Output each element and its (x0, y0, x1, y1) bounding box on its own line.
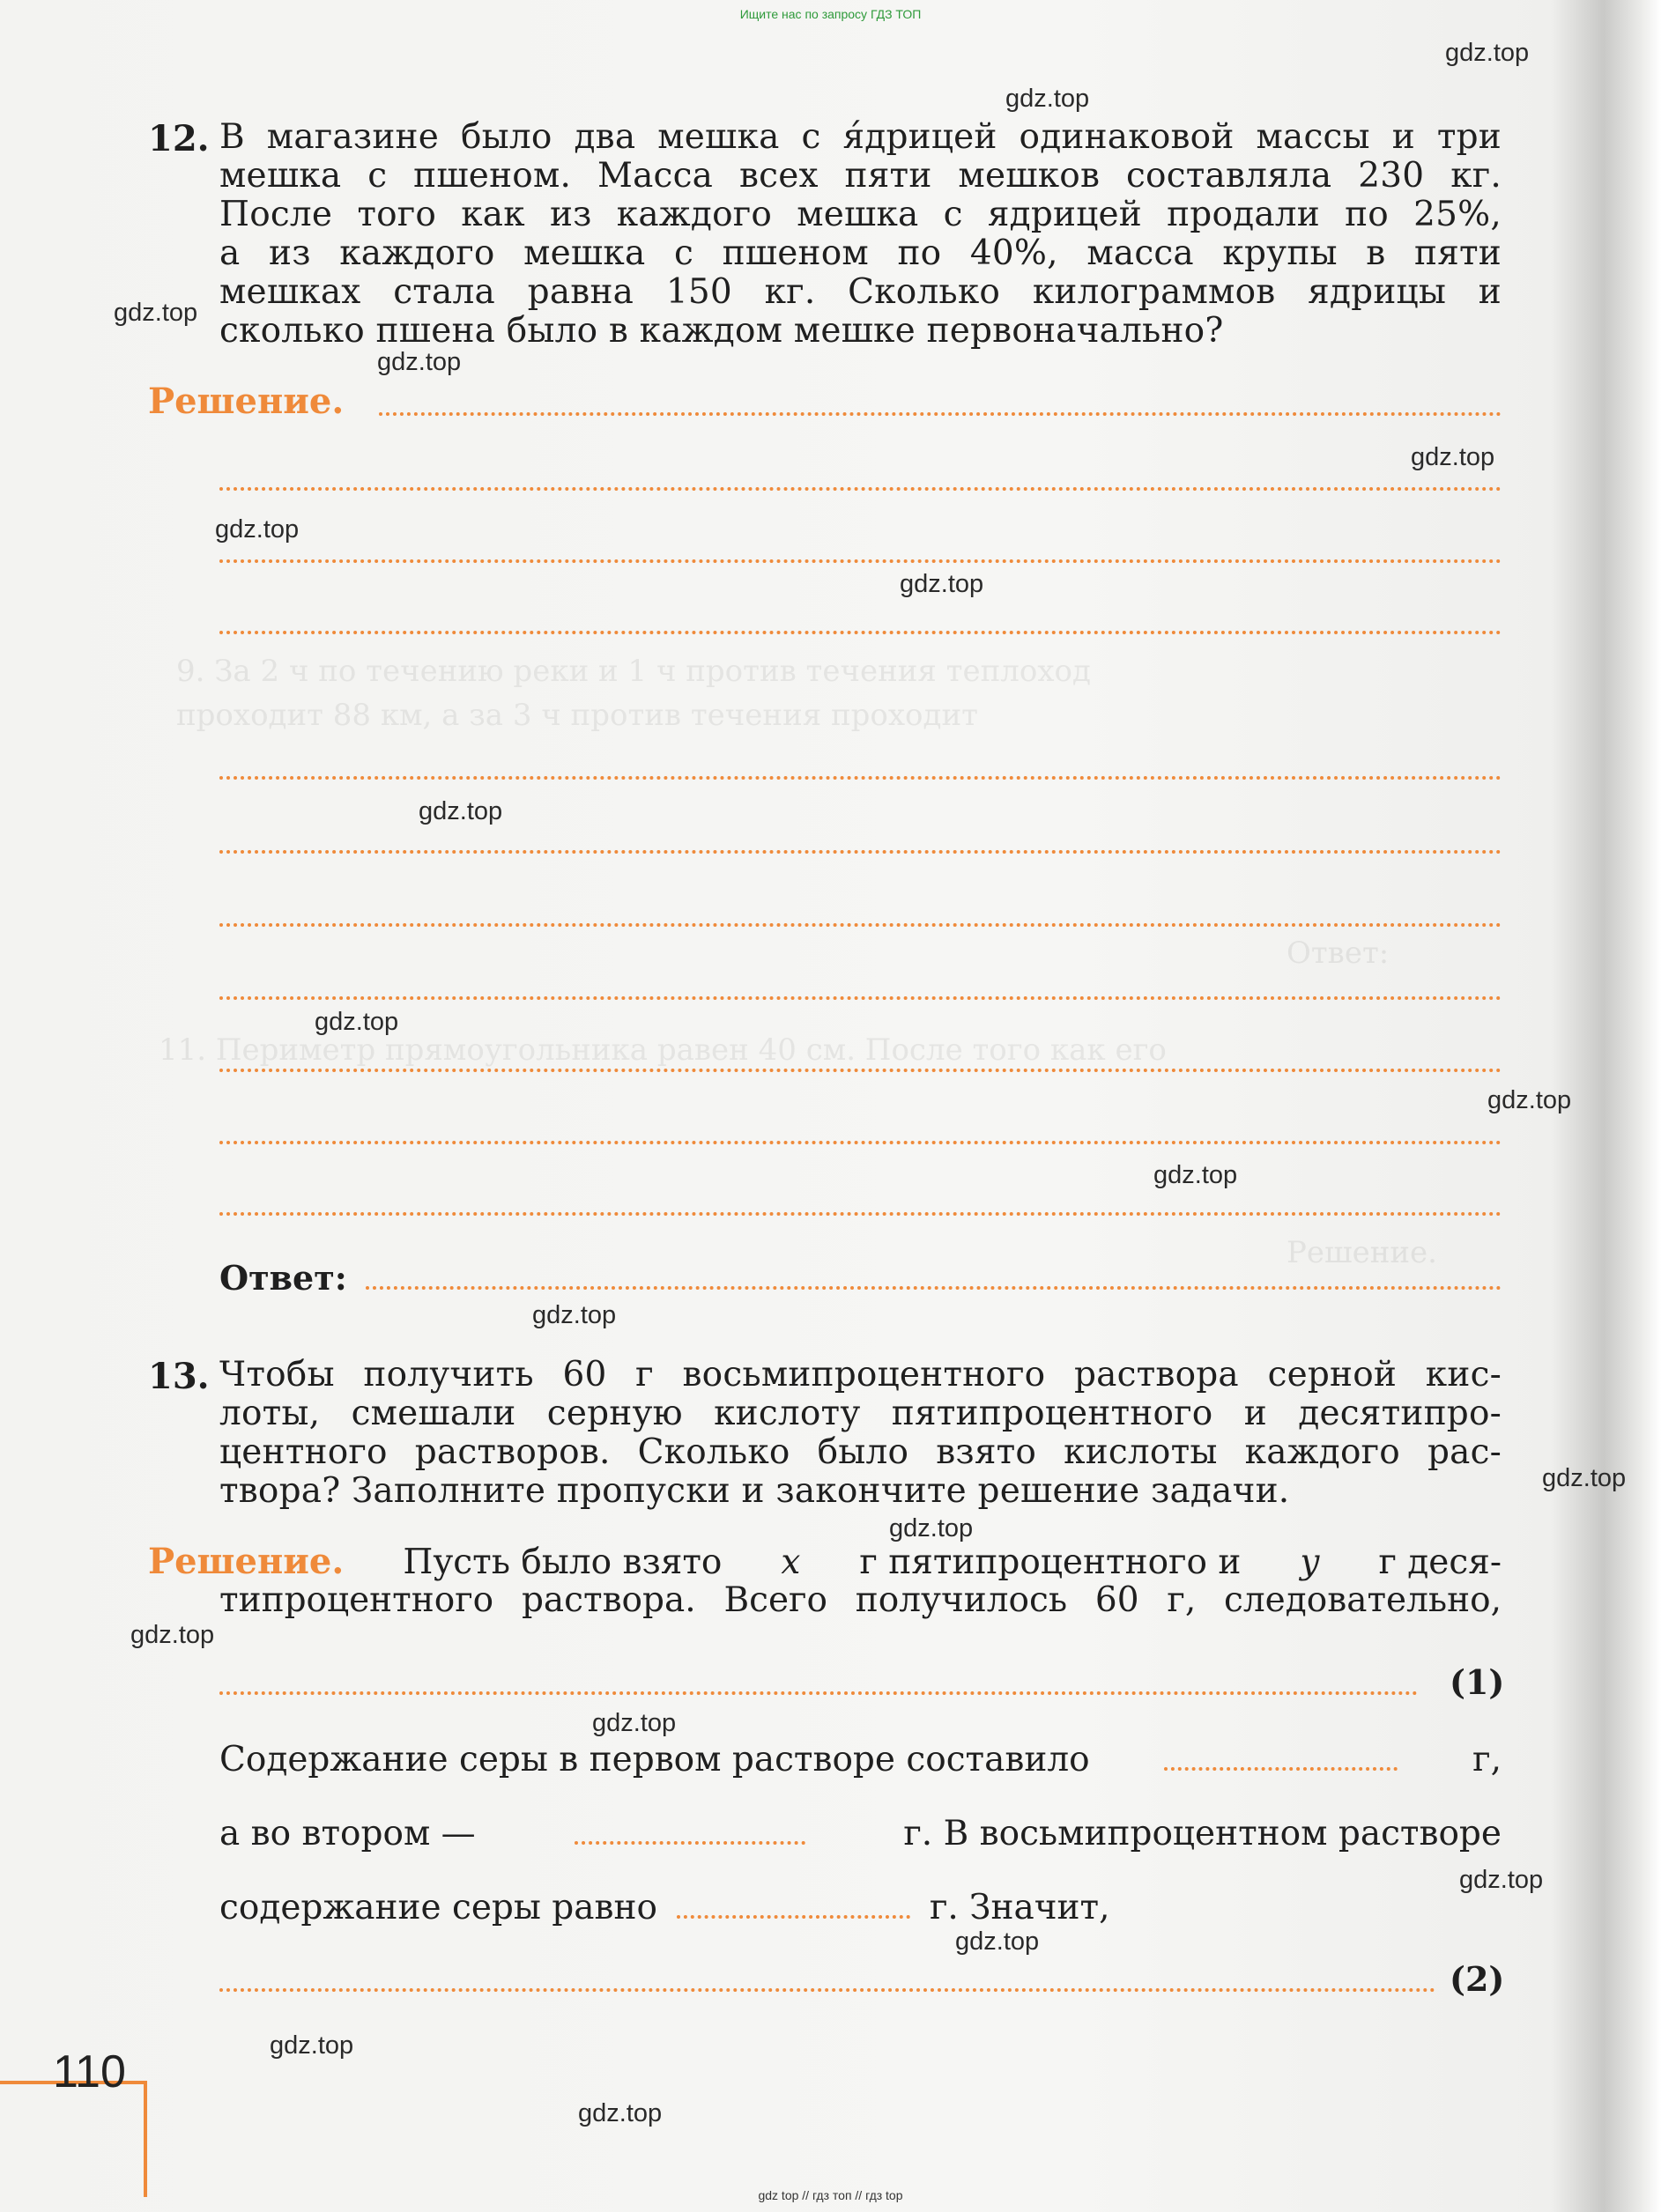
solution-text: содержание серы равно (219, 1888, 657, 1927)
watermark: gdz.top (578, 2099, 663, 2127)
watermark: gdz.top (377, 348, 462, 376)
watermark: gdz.top (315, 1008, 399, 1036)
ghost-line: 9. За 2 ч по течению реки и 1 ч против течения теплоход (176, 654, 1091, 689)
answer-line[interactable] (379, 412, 1502, 416)
solution-text: г. В восьмипроцентном растворе (903, 1814, 1502, 1853)
watermark: gdz.top (114, 299, 198, 327)
answer-line[interactable] (219, 487, 1502, 491)
task-12-answer-label: Ответ: (219, 1258, 347, 1298)
watermark: gdz.top (1153, 1161, 1238, 1189)
watermark: gdz.top (1542, 1464, 1627, 1492)
solution-text: г. Значит, (929, 1888, 1110, 1927)
solution-text: г пятипроцентного и (859, 1542, 1242, 1582)
task-12-line: После того как из каждого мешка с ядрицей продали по 25%, (219, 195, 1502, 234)
task-12-line: а из каждого мешка с пшеном по 40%, масса крупы в пяти (219, 233, 1502, 273)
unit-label: г, (1472, 1740, 1502, 1779)
footer-note: gdz top // гдз топ // гдз top (758, 2188, 903, 2202)
equation-1-label: (1) (1450, 1662, 1505, 1702)
sulfur-total-line (219, 1889, 1109, 1927)
task-12-number: 12. (148, 118, 210, 159)
ghost-line: проходит 88 км, а за 3 ч против течения проходит (176, 698, 978, 733)
sulfur-first-field[interactable] (1164, 1767, 1398, 1771)
sulfur-first-line (219, 1741, 1502, 1779)
ghost-line: 11. Периметр прямоугольника равен 40 см. После того как его (159, 1032, 1167, 1068)
watermark: gdz.top (215, 515, 300, 544)
equation-1-field[interactable] (219, 1691, 1418, 1695)
ghost-line: Ответ: (1287, 936, 1390, 971)
variable-y: y (1300, 1542, 1320, 1582)
answer-line[interactable] (219, 1069, 1502, 1072)
answer-line[interactable] (219, 1141, 1502, 1144)
task-13-solution-line1 (148, 1541, 1502, 1582)
solution-text: Содержание серы в первом растворе составило (219, 1740, 1090, 1779)
task-13-line: лоты, смешали серную кислоту пятипроцентного и десятипро- (219, 1394, 1502, 1433)
answer-line[interactable] (219, 923, 1502, 927)
task-13-text (219, 1356, 1502, 1511)
watermark: gdz.top (130, 1621, 215, 1649)
task-13-solution-label: Решение. (148, 1541, 345, 1582)
task-12-line: мешках стала равна 150 кг. Сколько килограммов ядрицы и (219, 272, 1502, 312)
sulfur-second-field[interactable] (575, 1841, 805, 1845)
task-12-line: сколько пшена было в каждом мешке первоначально? (219, 311, 1224, 351)
task-13-line: твора? Заполните пропуски и закончите решение задачи. (219, 1471, 1290, 1511)
task-13-solution-line2: типроцентного раствора. Всего получилось 60 г, следовательно, (219, 1580, 1502, 1620)
task-13-number: 13. (148, 1356, 210, 1397)
sulfur-second-line (219, 1815, 1502, 1853)
answer-line[interactable] (219, 559, 1502, 563)
watermark: gdz.top (1445, 39, 1530, 67)
solution-text: а во втором — (219, 1814, 476, 1853)
watermark: gdz.top (900, 570, 984, 598)
answer-line[interactable] (219, 776, 1502, 780)
equation-2-field[interactable] (219, 1988, 1435, 1992)
task-13-line: Чтобы получить 60 г восьмипроцентного раствора серной кис- (219, 1355, 1502, 1395)
variable-x: x (781, 1542, 801, 1582)
sulfur-total-field[interactable] (677, 1915, 910, 1919)
watermark: gdz.top (592, 1709, 677, 1737)
watermark: gdz.top (532, 1301, 617, 1329)
watermark: gdz.top (419, 797, 503, 825)
task-12-text (219, 118, 1502, 351)
task-12-line: мешка с пшеном. Масса всех пяти мешков составляла 230 кг. (219, 156, 1502, 196)
answer-line[interactable] (219, 631, 1502, 634)
solution-text: Пусть было взято (403, 1542, 723, 1582)
answer-line[interactable] (219, 850, 1502, 854)
task-12-line: В магазине было два мешка с я́дрицей одинаковой массы и три (219, 117, 1502, 157)
ghost-line: Решение. (1287, 1235, 1437, 1270)
task-13-line: центного растворов. Сколько было взято кислоты каждого рас- (219, 1432, 1502, 1472)
watermark: gdz.top (889, 1514, 974, 1542)
answer-line[interactable] (219, 996, 1502, 1000)
watermark: gdz.top (1459, 1866, 1544, 1894)
watermark: gdz.top (1005, 85, 1090, 113)
solution-text: г деся- (1378, 1542, 1502, 1582)
task-12-solution-label: Решение. (148, 381, 345, 422)
watermark: gdz.top (1411, 443, 1495, 471)
watermark: gdz.top (955, 1927, 1040, 1956)
page-number: 110 (53, 2046, 126, 2097)
equation-2-label: (2) (1450, 1959, 1505, 1999)
answer-line[interactable] (219, 1212, 1502, 1216)
header-note: Ищите нас по запросу ГДЗ ТОП (739, 7, 922, 21)
watermark: gdz.top (1487, 1086, 1572, 1114)
watermark: gdz.top (270, 2031, 354, 2060)
answer-field[interactable] (366, 1286, 1502, 1290)
